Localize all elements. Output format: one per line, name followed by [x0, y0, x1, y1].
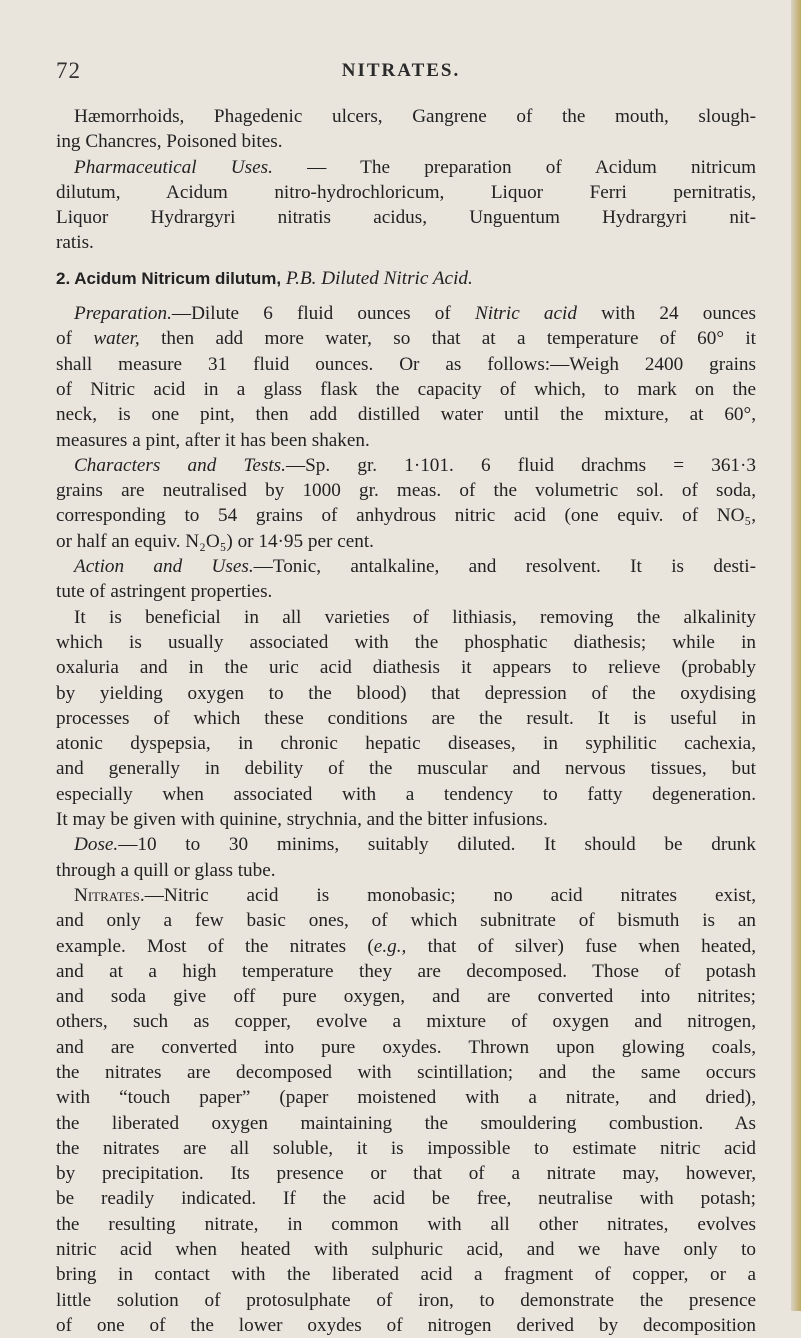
text-line: with “touch paper” (paper moistened with a nitrate, and dried), [56, 1087, 756, 1109]
text-line [56, 934, 756, 959]
text-line [56, 301, 756, 326]
text-line: and soda give off pure oxygen, and are converted into nitrites; [56, 986, 756, 1008]
text-line: Liquor Hydrargyri nitratis acidus, Unguentum Hydrargyri nit- [56, 207, 756, 229]
text-segment: then add more water, so that at a temperature of 60° it [139, 328, 757, 350]
text-line: shall measure 31 fluid ounces. Or as follows:—Weigh 2400 grains [56, 353, 756, 375]
text-line: the resulting nitrate, in common with all other nitrates, evolves [56, 1213, 756, 1235]
text-segment: —Nitric acid is monobasic; no acid nitrates exist, [144, 884, 756, 906]
text-line: and at a high temperature they are decomposed. Those of potash [56, 960, 756, 982]
text-line: oxaluria and in the uric acid diathesis it appears to relieve (probably [56, 657, 756, 679]
text-line: by precipitation. Its presence or that of a nitrate may, however, [56, 1163, 756, 1185]
text-line: ratis. [56, 232, 94, 254]
text-line: grains are neutralised by 1000 gr. meas. of the volumetric sol. of soda, [56, 480, 756, 502]
text-line: the liberated oxygen maintaining the smouldering combustion. As [56, 1112, 756, 1134]
text-segment: Pharmaceutical Uses. [74, 156, 273, 178]
text-line [56, 453, 756, 478]
text-line: Hæmorrhoids, Phagedenic ulcers, Gangrene of the mouth, slough- [74, 106, 756, 127]
text-segment: 2. Acidum Nitricum dilutum, [56, 268, 282, 288]
page-number: 72 [56, 58, 81, 83]
text-line: through a quill or glass tube. [56, 859, 276, 881]
text-line: others, such as copper, evolve a mixture of oxygen and nitrogen, [56, 1011, 756, 1033]
text-line: bring in contact with the liberated acid a fragment of copper, or a [56, 1264, 756, 1286]
text-line: the nitrates are all soluble, it is impossible to estimate nitric acid [56, 1137, 756, 1159]
body-text [56, 104, 756, 1338]
text-segment: water, [93, 328, 140, 350]
text-line: ing Chancres, Poisoned bites. [56, 131, 283, 153]
text-line [56, 155, 756, 180]
text-segment: Dose. [74, 834, 119, 856]
text-segment: P.B. [281, 267, 317, 289]
text-line: which is usually associated with the phosphatic diathesis; while in [56, 631, 756, 653]
text-segment: Preparation. [74, 303, 172, 325]
text-line: of Nitric acid in a glass flask the capacity of which, to mark on the [56, 378, 756, 400]
text-segment: —Sp. gr. 1·101. 6 fluid drachms = 361·3 [285, 454, 756, 476]
text-segment: that of silver) fuse when heated, [406, 935, 756, 957]
page-header [56, 54, 746, 84]
text-line: measures a pint, after it has been shaken. [56, 429, 370, 451]
text-segment: with 24 ounces [576, 303, 757, 325]
text-line: and are converted into pure oxydes. Thrown upon glowing coals, [56, 1036, 756, 1058]
text-line [56, 832, 756, 857]
text-segment: Diluted Nitric Acid. [321, 267, 473, 289]
text-segment: — The preparation of Acidum nitricum [272, 156, 756, 178]
text-segment: of [56, 328, 94, 350]
text-line [56, 326, 756, 351]
text-line [56, 883, 756, 908]
text-line: processes of which these conditions are the result. It is useful in [56, 707, 756, 729]
text-line: or half an equiv. N₂O₅) or 14·95 per cent. [56, 530, 374, 552]
text-segment: —Tonic, antalkaline, and resolvent. It is desti- [253, 556, 756, 578]
text-line: nitric acid when heated with sulphuric acid, and we have only to [56, 1239, 756, 1261]
running-title: NITRATES. [341, 60, 461, 81]
text-line: by yielding oxygen to the blood) that depression of the oxydising [56, 682, 756, 704]
text-line [56, 266, 756, 291]
text-segment: Characters and Tests. [74, 454, 286, 476]
text-line: be readily indicated. If the acid be free, neutralise with potash; [56, 1188, 756, 1210]
text-line: dilutum, Acidum nitro-hydrochloricum, Liquor Ferri pernitratis, [56, 181, 756, 203]
text-line [56, 554, 756, 579]
text-line: little solution of protosulphate of iron, to demonstrate the presence [56, 1289, 756, 1311]
text-segment: e.g., [373, 935, 407, 957]
text-segment: —Dilute 6 fluid ounces of [171, 303, 475, 325]
text-segment: —10 to 30 minims, suitably diluted. It should be drunk [118, 834, 756, 856]
text-segment: Action and Uses. [74, 556, 254, 578]
text-line: tute of astringent properties. [56, 581, 273, 603]
text-line: the nitrates are decomposed with scintillation; and the same occurs [56, 1061, 756, 1083]
text-line: of one of the lower oxydes of nitrogen derived by decomposition [56, 1314, 756, 1336]
text-line: corresponding to 54 grains of anhydrous nitric acid (one equiv. of NO₅, [56, 505, 756, 527]
text-line: especially when associated with a tendency to fatty degeneration. [56, 783, 756, 805]
text-line: It is beneficial in all varieties of lithiasis, removing the alkalinity [74, 606, 756, 628]
text-line: neck, is one pint, then add distilled water until the mixture, at 60°, [56, 404, 756, 426]
text-segment: Nitrates. [74, 884, 145, 906]
text-line: and only a few basic ones, of which subnitrate of bismuth is an [56, 910, 756, 932]
text-line: atonic dyspepsia, in chronic hepatic diseases, in syphilitic cachexia, [56, 733, 756, 755]
text-line: and generally in debility of the muscular and nervous tissues, but [56, 758, 756, 780]
text-segment: Nitric acid [474, 303, 577, 325]
page-edge [791, 0, 801, 1311]
text-line: It may be given with quinine, strychnia, and the bitter infusions. [56, 809, 548, 831]
text-segment: example. Most of the nitrates ( [56, 935, 374, 957]
